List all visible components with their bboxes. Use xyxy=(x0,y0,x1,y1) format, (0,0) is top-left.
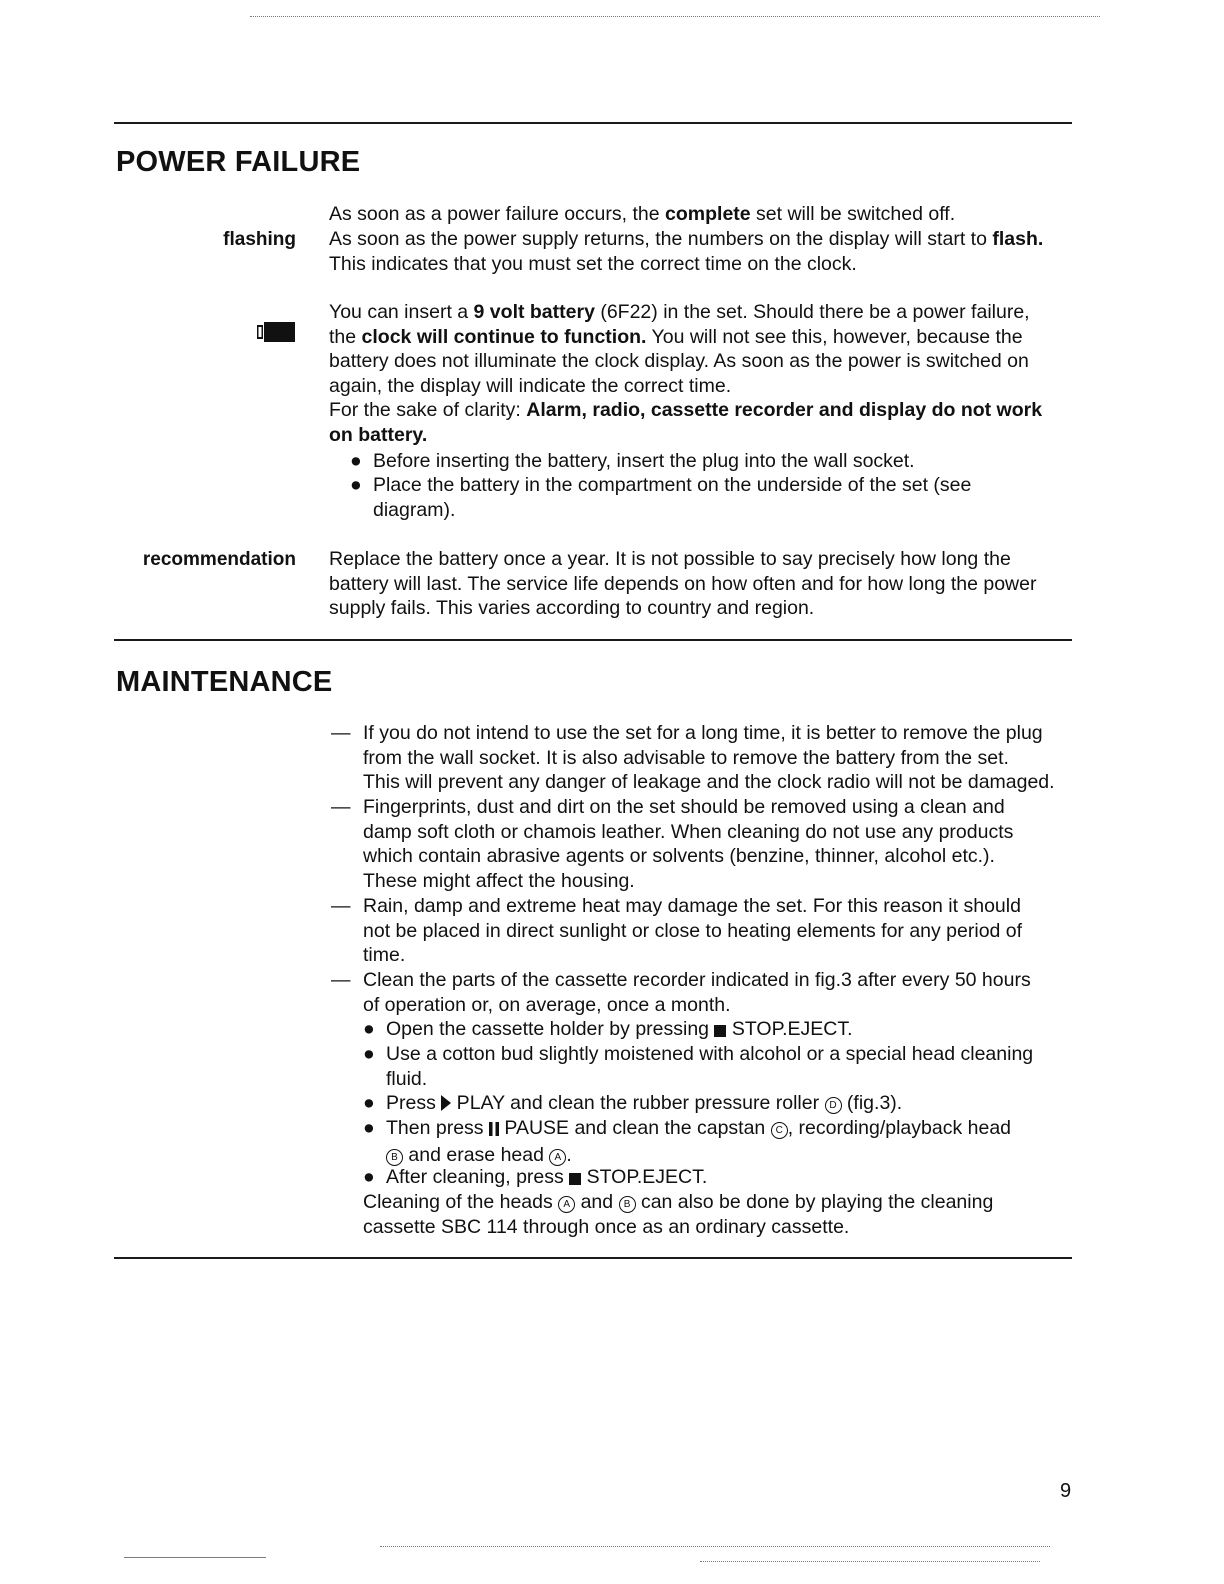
battery-icon xyxy=(257,322,295,347)
list-item: — Fingerprints, dust and dirt on the set should be removed using a clean and damp soft cloth or chamois leather. When cleaning do not use any products which contain abrasive agents or solvents (benzine, thinner, alcohol etc.). These might affect the housing. xyxy=(331,796,1014,892)
bullet-icon: ● xyxy=(350,474,362,496)
stop-icon xyxy=(569,1167,581,1192)
margin-label-flashing: flashing xyxy=(223,229,296,250)
power-failure-paragraph-1: As soon as a power failure occurs, the complete set will be switched off. xyxy=(329,203,956,225)
list-item: ● Open the cassette holder by pressing STOP.EJECT. xyxy=(363,1017,853,1044)
circled-letter-a: A xyxy=(558,1196,575,1213)
list-item: — Clean the parts of the cassette recorder indicated in fig.3 after every 50 hours of operation or, on average, once a month. xyxy=(331,969,1031,1016)
pause-icon xyxy=(489,1118,499,1143)
bullet-icon: ● xyxy=(363,1166,375,1188)
power-failure-paragraph-3: You can insert a 9 volt battery (6F22) in the set. Should there be a power failure, the clock will continue to function. You will not see this, however, because the battery does not illuminate the clock display. As soon as the power is switched on again, the display will indicate the correct time. For the sake of clarity: Alarm, radio, cassette recorder and display do not work on battery. xyxy=(329,301,1043,446)
top-rule xyxy=(114,122,1072,124)
recommendation-paragraph: Replace the battery once a year. It is not possible to say precisely how long the battery will last. The service life depends on how often and for how long the power supply fails. This varies according to country and region. xyxy=(329,548,1037,620)
scan-noise-bottom-2 xyxy=(700,1561,1040,1562)
dash-icon: — xyxy=(331,969,351,991)
list-item: ● Use a cotton bud slightly moistened with alcohol or a special head cleaning fluid. xyxy=(363,1043,1034,1090)
bullet-icon: ● xyxy=(363,1092,375,1114)
list-item: ● Press PLAY and clean the rubber pressure roller D (fig.3). xyxy=(363,1091,902,1118)
stop-icon xyxy=(714,1019,726,1044)
section-title-maintenance: MAINTENANCE xyxy=(116,666,333,698)
bullet-icon: ● xyxy=(363,1043,375,1065)
list-item: ● Before inserting the battery, insert the plug into the wall socket. xyxy=(350,450,915,472)
circled-letter-b: B xyxy=(619,1196,636,1213)
dash-icon: — xyxy=(331,796,351,818)
scan-noise-bottom xyxy=(380,1546,1050,1547)
circled-letter-b: B xyxy=(386,1149,403,1166)
play-icon xyxy=(441,1093,451,1118)
circled-letter-a: A xyxy=(549,1149,566,1166)
blue-mark xyxy=(124,1557,266,1558)
page-number: 9 xyxy=(1060,1480,1072,1502)
list-item: — Rain, damp and extreme heat may damage the set. For this reason it should not be placed in direct sunlight or close to heating elements for any period of time. xyxy=(331,895,1023,967)
circled-letter-d: D xyxy=(825,1097,842,1114)
list-item: ● Place the battery in the compartment on the underside of the set (see diagram). xyxy=(350,474,972,521)
maintenance-final-paragraph: Cleaning of the heads A and B can also be done by playing the cleaning cassette SBC 114 through once as an ordinary cassette. xyxy=(363,1191,994,1238)
circled-letter-c: C xyxy=(771,1122,788,1139)
section-title-power-failure: POWER FAILURE xyxy=(116,146,361,178)
dash-icon: — xyxy=(331,722,351,744)
power-failure-paragraph-2: As soon as the power supply returns, the numbers on the display will start to flash. This indicates that you must set the correct time on the clock. xyxy=(329,228,1044,275)
dash-icon: — xyxy=(331,895,351,917)
scan-noise-top xyxy=(250,16,1100,17)
bullet-icon: ● xyxy=(363,1018,375,1040)
bottom-rule xyxy=(114,1257,1072,1259)
list-item: ● After cleaning, press STOP.EJECT. xyxy=(363,1165,707,1192)
bullet-icon: ● xyxy=(363,1117,375,1139)
margin-label-recommendation: recommendation xyxy=(142,549,296,570)
section-divider xyxy=(114,639,1072,641)
bullet-icon: ● xyxy=(350,450,362,472)
list-item: — If you do not intend to use the set for a long time, it is better to remove the plug from the wall socket. It is also advisable to remove the battery from the set. This will prevent any danger of leakage and the clock radio will not be damaged. xyxy=(331,722,1055,794)
list-item: ● Then press PAUSE and clean the capstan C , recording/playback head B and erase head A . xyxy=(363,1117,1012,1166)
